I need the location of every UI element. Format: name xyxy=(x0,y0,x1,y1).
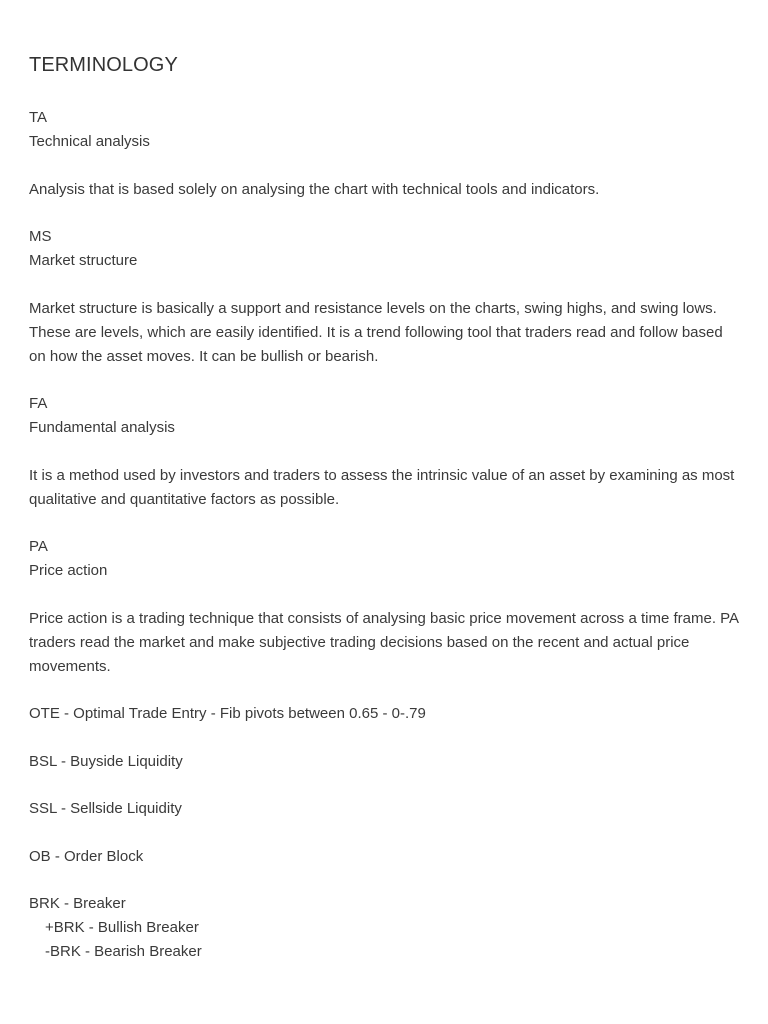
page-title: TERMINOLOGY xyxy=(29,54,178,76)
term-abbr-pa: PA xyxy=(29,538,48,555)
breaker-variant-bearish: -BRK - Bearish Breaker xyxy=(45,943,202,960)
term-abbr-ms: MS xyxy=(29,228,52,245)
spacer xyxy=(29,154,741,178)
term-definition-pa: Price action is a trading technique that consists of analysing basic price movement across a time frame. PA traders read the market and make subjective trading decisions based on the recent and actual price movements. xyxy=(29,609,739,675)
short-term-ob: OB - Order Block xyxy=(29,847,144,865)
breaker-variant-bullish: +BRK - Bullish Breaker xyxy=(45,919,199,936)
spacer xyxy=(29,202,741,226)
spacer xyxy=(29,774,741,798)
short-term-ote: OTE - Optimal Trade Entry - Fib pivots between 0.65 - 0-.79 xyxy=(29,705,426,722)
term-name-ms: Market structure xyxy=(29,252,138,269)
term-definition-ms: Market structure is basically a support and resistance levels on the charts, swing highs, and swing lows. These are levels, which are easily identified. It is a trend following tool that traders read and follow based on how the asset moves. It can be bullish or bearish. xyxy=(29,299,723,365)
term-definition-fa: It is a method used by investors and traders to assess the intrinsic value of an asset by examining as most qualitative and quantitative factors as possible. xyxy=(29,466,735,508)
short-term-bsl: BSL - Buyside Liquidity xyxy=(29,752,183,770)
spacer xyxy=(29,273,741,297)
spacer xyxy=(29,679,741,703)
term-abbr-ta: TA xyxy=(29,109,48,126)
short-term-brk: BRK - Breaker xyxy=(29,895,126,912)
spacer xyxy=(29,726,741,750)
term-definition-ta: Analysis that is based solely on analysing the chart with technical tools and indicators. xyxy=(29,180,600,198)
short-term-ssl: SSL - Sellside Liquidity xyxy=(29,800,182,817)
spacer xyxy=(29,512,741,536)
spacer xyxy=(29,869,741,893)
spacer xyxy=(29,369,741,393)
spacer xyxy=(29,440,741,464)
spacer xyxy=(29,583,741,607)
term-name-fa: Fundamental analysis xyxy=(29,419,175,436)
term-name-ta: Technical analysis xyxy=(29,133,150,150)
spacer xyxy=(29,78,741,106)
terminology-document xyxy=(29,52,741,964)
term-abbr-fa: FA xyxy=(29,395,48,412)
term-name-pa: Price action xyxy=(29,562,108,579)
spacer xyxy=(29,821,741,845)
